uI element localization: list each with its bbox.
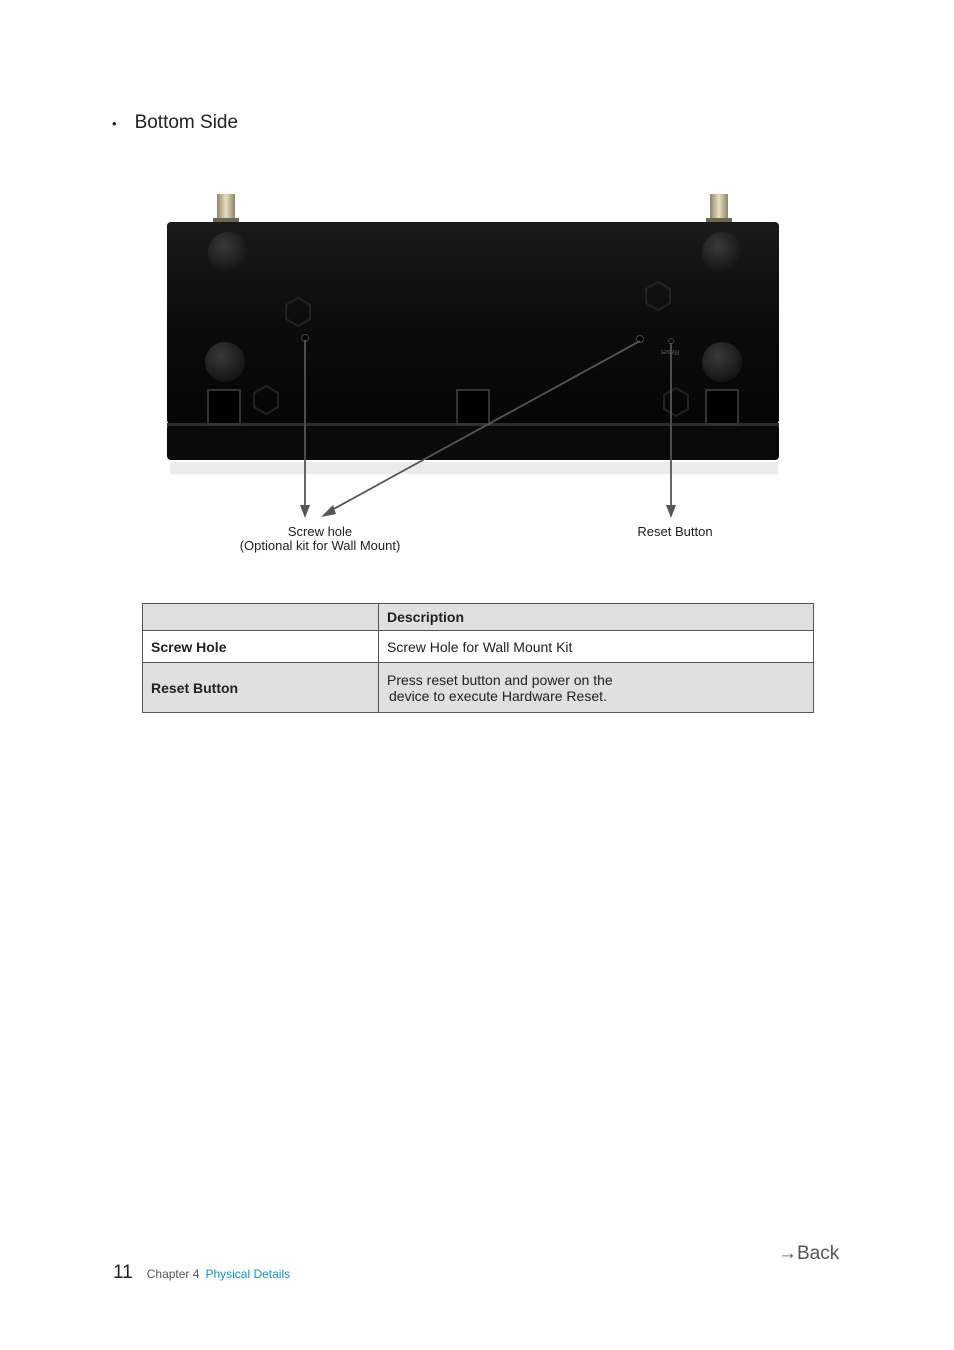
clip-slot: [457, 390, 489, 424]
reset-hole: [669, 339, 674, 344]
reset-button-callout: Reset Button: [637, 524, 713, 539]
bottom-side-table: [142, 603, 814, 713]
chapter-title-link[interactable]: Physical Details: [205, 1267, 291, 1281]
table-row: [143, 663, 814, 713]
screw-hole-callout: [210, 525, 430, 553]
rubber-foot: [208, 232, 248, 272]
back-link[interactable]: →Back: [778, 1243, 840, 1264]
section-heading: [112, 112, 238, 134]
screw-hole-callout-title: Screw hole: [287, 524, 353, 539]
bullet-icon: •: [112, 115, 117, 131]
row-description-line: device to execute Hardware Reset.: [389, 687, 607, 704]
table-header-blank: [143, 604, 379, 631]
rubber-foot: [702, 342, 742, 382]
chapter-label: Chapter 4: [146, 1267, 200, 1281]
section-title: Bottom Side: [134, 112, 239, 133]
rubber-foot: [205, 342, 245, 382]
rubber-foot: [702, 232, 742, 272]
row-description-line: Screw Hole for Wall Mount Kit: [387, 638, 573, 655]
page-number: 11: [113, 1262, 133, 1283]
row-description: [379, 663, 814, 713]
antenna-left: [213, 194, 239, 226]
row-label: Screw Hole: [143, 631, 379, 663]
screw-hole-callout-note: (Optional kit for Wall Mount): [239, 538, 401, 553]
row-description-line: Press reset button and power on the: [387, 671, 613, 688]
device-bottom-figure: [150, 180, 810, 570]
device-base: [167, 424, 779, 460]
antenna-right: [706, 194, 732, 226]
row-label: Reset Button: [143, 663, 379, 713]
clip-slot: [706, 390, 738, 424]
table-header-row: [143, 604, 814, 631]
table-header-description: Description: [379, 604, 814, 631]
table-row: [143, 631, 814, 663]
page-footer: [113, 1262, 290, 1284]
device-bottom-illustration: [150, 180, 810, 570]
clip-slot: [208, 390, 240, 424]
row-description: [379, 631, 814, 663]
reset-printed-label: Reset: [660, 348, 680, 355]
